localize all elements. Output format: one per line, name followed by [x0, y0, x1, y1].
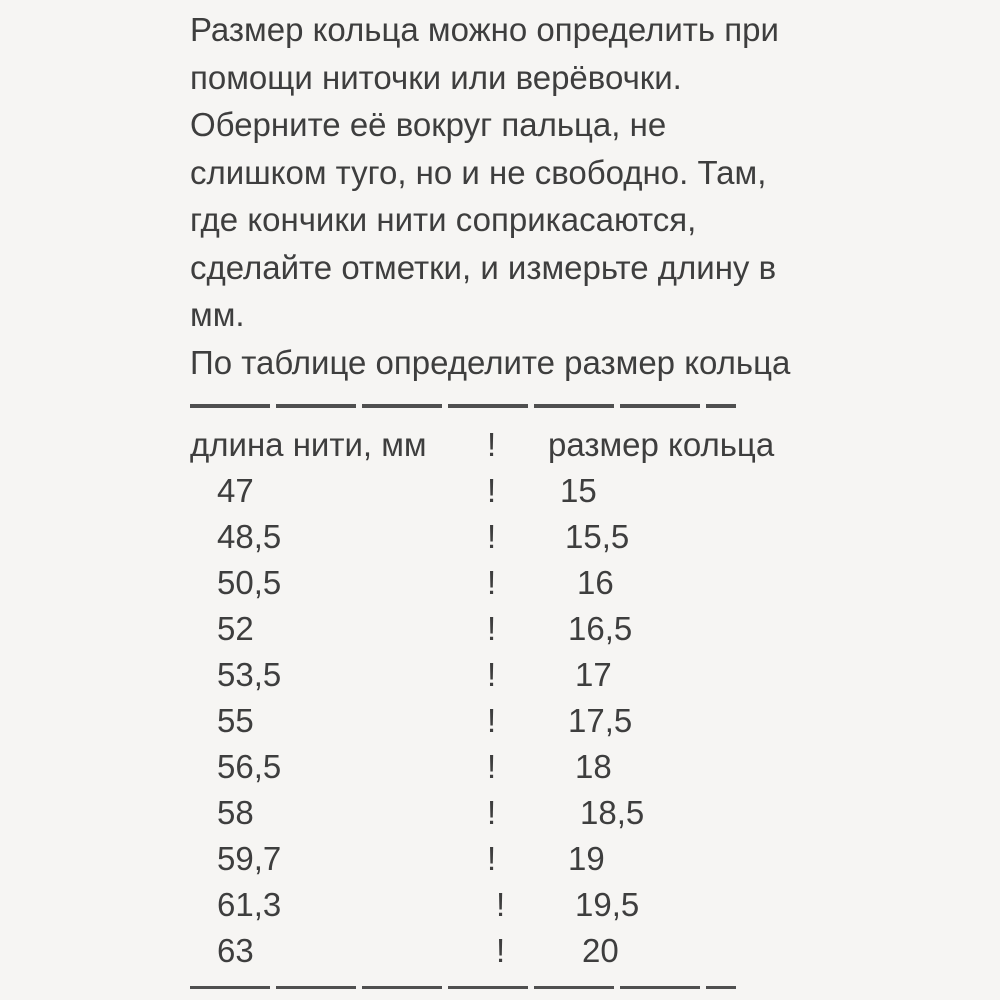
table-row [190, 836, 1000, 882]
column-separator: ! [487, 793, 497, 831]
table-row [190, 560, 1000, 606]
thread-length-column-header: длина нити, мм [190, 425, 427, 463]
paragraph-line: где кончики нити соприкасаются, [190, 201, 697, 238]
ring-size-table [190, 422, 1000, 974]
ring-size-value: 16,5 [568, 609, 633, 647]
thread-length-value: 63 [217, 931, 254, 969]
paragraph-line: слишком туго, но и не свободно. Там, [190, 153, 767, 191]
thread-length-value: 48,5 [217, 517, 282, 555]
ring-size-value: 16 [577, 563, 614, 601]
column-separator: ! [487, 655, 497, 693]
ring-size-column-header: размер кольца [548, 425, 775, 463]
table-row [190, 468, 1000, 514]
ring-size-value: 17,5 [568, 701, 633, 739]
column-separator: ! [487, 609, 497, 647]
ring-size-value: 18 [575, 747, 612, 785]
thread-length-value: 56,5 [217, 747, 282, 785]
paragraph-line: По таблице определите размер кольца [190, 343, 791, 381]
column-separator: ! [487, 471, 497, 509]
table-row [190, 744, 1000, 790]
paragraph-line: сделайте отметки, и измерьте длину в [190, 248, 777, 286]
table-row [190, 514, 1000, 560]
divider-line-bottom [190, 986, 736, 990]
ring-size-value: 17 [575, 655, 612, 693]
column-separator: ! [487, 425, 497, 463]
thread-length-value: 52 [217, 609, 254, 647]
table-row [190, 928, 1000, 974]
column-separator: ! [487, 747, 497, 785]
ring-size-value: 19,5 [575, 885, 640, 923]
ring-size-value: 20 [582, 931, 619, 969]
table-body [190, 468, 1000, 974]
table-row [190, 652, 1000, 698]
column-separator: ! [496, 931, 506, 969]
thread-length-value: 59,7 [217, 839, 282, 877]
paragraph-line: помощи ниточки или верёвочки. [190, 58, 682, 96]
thread-length-value: 53,5 [217, 655, 282, 693]
ring-size-value: 18,5 [580, 793, 645, 831]
thread-length-value: 55 [217, 701, 254, 739]
ring-size-value: 15,5 [565, 517, 630, 555]
divider-line-top [190, 404, 736, 408]
table-row [190, 790, 1000, 836]
paragraph-line: мм. [190, 296, 245, 333]
column-separator: ! [487, 517, 497, 555]
thread-length-value: 47 [217, 471, 254, 509]
column-separator: ! [487, 701, 497, 739]
table-row [190, 882, 1000, 928]
paragraph-line: Оберните её вокруг пальца, не [190, 106, 667, 143]
thread-length-value: 61,3 [217, 885, 282, 923]
column-separator: ! [487, 563, 497, 601]
table-row [190, 698, 1000, 744]
table-row [190, 606, 1000, 652]
ring-size-value: 15 [560, 471, 597, 509]
column-separator: ! [496, 885, 506, 923]
thread-length-value: 50,5 [217, 563, 282, 601]
ring-size-value: 19 [568, 839, 605, 877]
thread-length-value: 58 [217, 793, 254, 831]
instructions-paragraph [190, 6, 1000, 386]
table-header-row [190, 422, 1000, 468]
paragraph-line: Размер кольца можно определить при [190, 11, 779, 48]
column-separator: ! [487, 839, 497, 877]
